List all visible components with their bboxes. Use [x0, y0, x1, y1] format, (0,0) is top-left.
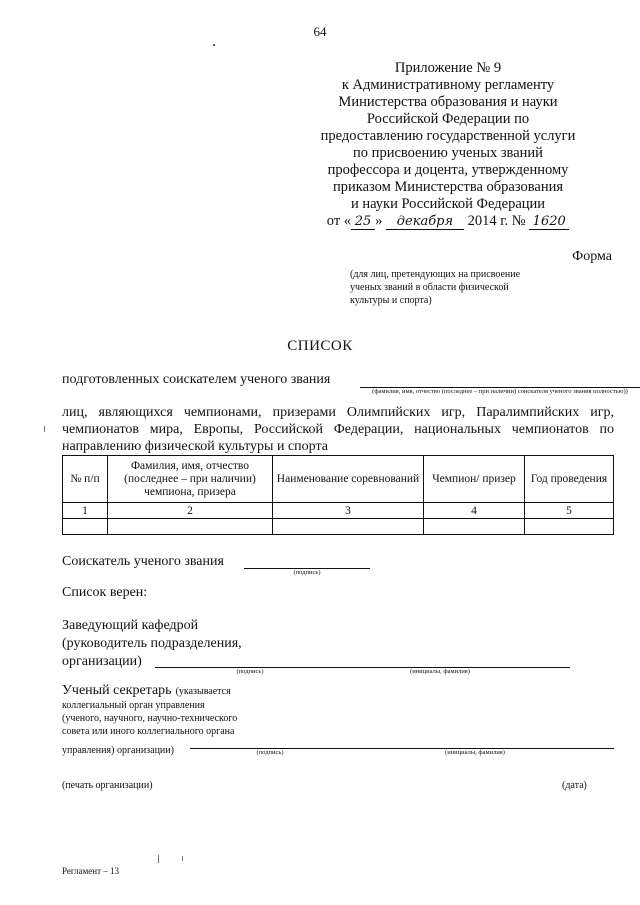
list-correct-label: Список верен: [62, 585, 148, 600]
secretary-note: (указывается [175, 686, 231, 697]
applicant-label: Соискатель ученого звания [62, 554, 224, 569]
table-row [63, 519, 614, 535]
signature-caption: (подпись) [256, 749, 284, 756]
appendix-block [298, 60, 598, 230]
secretary-note-line: (ученого, научного, научно-технического [62, 713, 238, 724]
signature-caption: (подпись) [293, 569, 321, 576]
secretary-note-line: совета или иного коллегиального органа [62, 726, 235, 737]
order-date-line [298, 213, 598, 230]
appendix-line: к Административному регламенту [341, 77, 555, 93]
applicant-name-caption: (фамилия, имя, отчество (последнее – при наличии) соискателя ученого звания полностью)) [372, 388, 628, 395]
appendix-line: и науки Российской Федерации [350, 196, 546, 212]
prepared-text: подготовленных соискателем ученого звания [62, 372, 331, 387]
header-num: № п/п [63, 456, 108, 503]
table-cell[interactable] [63, 519, 108, 535]
date-prefix: от « [326, 213, 352, 229]
signature-caption: (подпись) [236, 668, 264, 675]
order-year: 2014 г. № [467, 213, 526, 229]
table-cell: 5 [525, 503, 614, 519]
footer: Регламент – 13 [62, 866, 120, 876]
scan-mark [182, 856, 183, 861]
order-number: 1620 [529, 215, 569, 230]
header-name: Фамилия, имя, отчество (последнее – при наличии) чемпиона, призера [108, 456, 273, 503]
appendix-line: предоставлению государственной услуги [320, 128, 576, 144]
table-cell[interactable] [108, 519, 273, 535]
appendix-line: по присвоению ученых званий [353, 145, 543, 161]
header-champion: Чемпион/ призер [424, 456, 525, 503]
appendix-line: Министерства образования и науки [338, 94, 558, 110]
head-label [62, 617, 242, 671]
scan-dot [213, 44, 215, 46]
description-paragraph: лиц, являющихся чемпионами, призерами Олимпийских игр, Паралимпийских игр, чемпионатов мира, Европы, Российской Федерации, национальных чемпионатов по направлению физической культуры и спорта [62, 405, 614, 454]
head-line: организации) [62, 654, 142, 669]
head-line: Заведующий кафедрой [62, 618, 199, 633]
table-cell[interactable] [273, 519, 424, 535]
page-number: 64 [313, 24, 327, 39]
prepared-line [62, 372, 628, 395]
appendix-line: Приложение № 9 [394, 60, 502, 76]
initials-caption: (инициалы, фамилия) [445, 749, 505, 756]
appendix-line: приказом Министерства образования [332, 179, 564, 195]
champions-table [62, 455, 614, 535]
scan-mark [44, 426, 45, 432]
header-competition: Наименование соревнований [273, 456, 424, 503]
table-cell: 4 [424, 503, 525, 519]
secretary-title: Ученый секретарь [62, 683, 172, 698]
secretary-block [62, 681, 292, 757]
form-label: Форма [572, 249, 612, 264]
appendix-line: профессора и доцента, утвержденному [327, 162, 569, 178]
table-cell: 3 [273, 503, 424, 519]
seal-label: (печать организации) [62, 780, 153, 791]
table-cell[interactable] [424, 519, 525, 535]
form-note: (для лиц, претендующих на присвоение ученых званий в области физической культуры и спорта) [350, 269, 521, 306]
table-cell: 2 [108, 503, 273, 519]
document-title: СПИСОК [287, 338, 353, 354]
table-cell[interactable] [525, 519, 614, 535]
quote-close: » [375, 213, 383, 229]
table-row [63, 503, 614, 519]
order-month: декабря [386, 215, 464, 230]
table-cell: 1 [63, 503, 108, 519]
scan-mark [158, 855, 159, 863]
initials-caption: (инициалы, фамилия) [410, 668, 470, 675]
header-year: Год проведения [525, 456, 614, 503]
order-day: 25 [351, 215, 375, 230]
date-label: (дата) [562, 780, 587, 791]
secretary-note-line: коллегиальный орган управления [62, 700, 205, 711]
appendix-line: Российской Федерации по [366, 111, 530, 127]
secretary-note-line: управления) организации) [62, 745, 174, 756]
table-header-row [63, 456, 614, 503]
head-line: (руководитель подразделения, [62, 636, 242, 651]
